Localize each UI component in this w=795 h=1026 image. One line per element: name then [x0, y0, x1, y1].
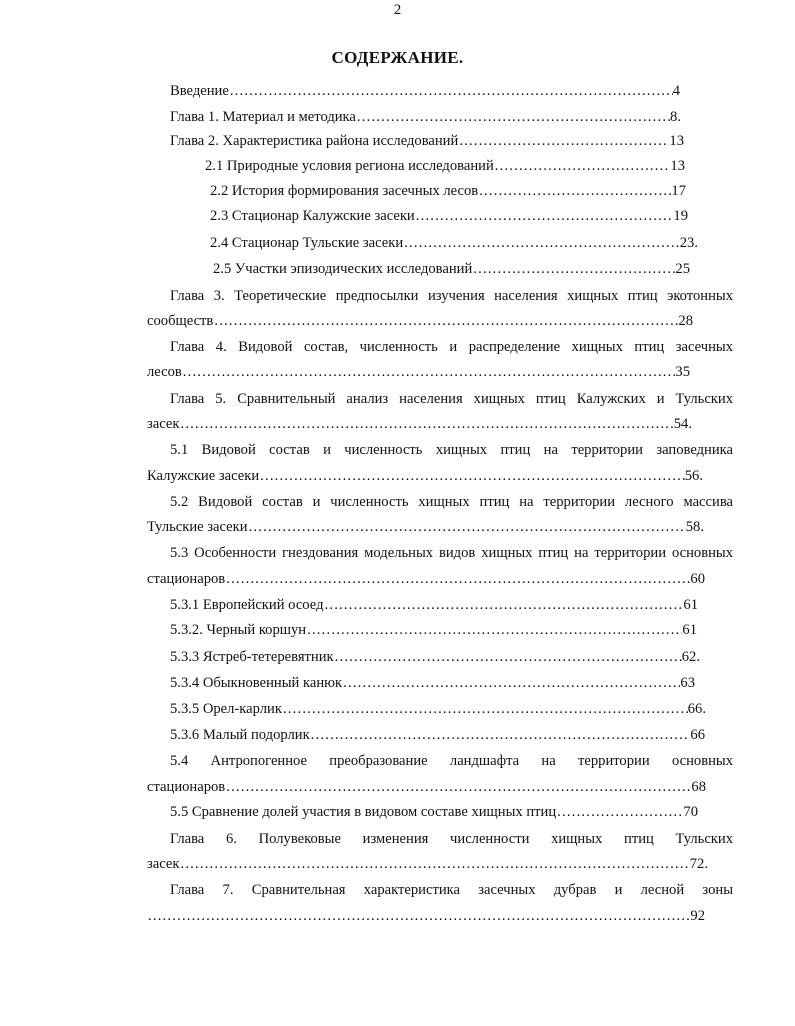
- toc-entry-continuation: [147, 569, 705, 589]
- toc-entry-title-cont: Тульские засеки: [147, 519, 248, 535]
- toc-entry: [170, 131, 684, 151]
- toc-entry-title: Глава 1. Материал и методика: [170, 109, 356, 125]
- toc-entry: [170, 595, 698, 615]
- toc-entry-continuation: [147, 854, 708, 874]
- toc-entry-continuation: [147, 777, 706, 797]
- dot-leader: [229, 81, 673, 101]
- toc-entry-title: 5.3.1 Европейский осоед: [170, 597, 324, 613]
- toc-entry-title-cont: засек: [147, 856, 180, 872]
- toc-entry-title: 5.3.6 Малый подорлик: [170, 727, 310, 743]
- dot-leader: [494, 156, 671, 176]
- dot-leader: [213, 311, 678, 331]
- dot-leader: [356, 107, 670, 127]
- toc-entry: [170, 492, 733, 512]
- toc-entry-title: 5.3 Особенности гнездования модельных видов хищных птиц на территории основных: [170, 545, 733, 561]
- toc-entry-continuation: [147, 517, 704, 537]
- toc-entry-page: 62.: [681, 649, 700, 665]
- toc-entry: [210, 233, 698, 253]
- toc-entry-continuation: [147, 906, 705, 926]
- dot-leader: [310, 725, 691, 745]
- toc-entry-title: Глава 4. Видовой состав, численность и распределение хищных птиц засечных: [170, 339, 733, 355]
- dot-leader: [179, 854, 689, 874]
- toc-entry: [170, 647, 700, 667]
- toc-entry-continuation: [147, 311, 693, 331]
- toc-entry-page: 23.: [679, 235, 698, 251]
- toc-entry-title: 5.5 Сравнение долей участия в видовом составе хищных птиц: [170, 804, 557, 820]
- toc-entry-title: 5.1 Видовой состав и численность хищных птиц на территории заповедника: [170, 442, 733, 458]
- toc-entry-title: Глава 2. Характеристика района исследований: [170, 133, 459, 149]
- toc-entry-page: 28: [678, 313, 693, 329]
- dot-leader: [415, 206, 674, 226]
- toc-entry-page: 54.: [673, 416, 692, 432]
- toc-entry-title: 5.3.5 Орел-карлик: [170, 701, 282, 717]
- toc-entry-title: Глава 3. Теоретические предпосылки изучения населения хищных птиц экотонных: [170, 288, 733, 304]
- toc-entry-continuation: [147, 466, 703, 486]
- page-title: СОДЕРЖАНИЕ.: [331, 48, 464, 67]
- toc-entry-page: 13: [669, 133, 684, 149]
- dot-leader: [182, 362, 676, 382]
- toc-entry: [170, 620, 697, 640]
- toc-entry-title: 2.1 Природные условия региона исследований: [205, 158, 494, 174]
- toc-entry: [170, 880, 733, 900]
- toc-entry-title: 2.5 Участки эпизодических исследований: [213, 261, 473, 277]
- toc-entry-page: 4: [672, 83, 680, 99]
- toc-entry: [210, 181, 686, 201]
- toc-entry-page: 61: [682, 622, 697, 638]
- toc-entry-title: 2.2 История формирования засечных лесов: [210, 183, 479, 199]
- toc-entry-page: 13: [670, 158, 685, 174]
- toc-entry-title: 2.3 Стационар Калужские засеки: [210, 208, 415, 224]
- toc-entry-title: 5.3.2. Черный коршун: [170, 622, 307, 638]
- toc-entry: [170, 81, 680, 101]
- toc-entry-page: 25: [675, 261, 690, 277]
- toc-entry: [170, 389, 733, 409]
- toc-entry-page: 35: [675, 364, 690, 380]
- toc-entry-page: 60: [690, 571, 705, 587]
- dot-leader: [334, 647, 682, 667]
- toc-entry-title: Глава 7. Сравнительная характеристика засечных дубрав и лесной зоны: [170, 882, 733, 898]
- toc-entry-page: 66: [690, 727, 705, 743]
- toc-entry-page: 68: [691, 779, 706, 795]
- dot-leader: [259, 466, 685, 486]
- page-number: 2: [393, 2, 402, 18]
- toc-entry-title-cont: Калужские засеки: [147, 468, 260, 484]
- toc-entry-title-cont: стационаров: [147, 571, 226, 587]
- toc-entry-page: 72.: [689, 856, 708, 872]
- toc-entry-page: 92: [690, 908, 705, 924]
- toc-entry: [170, 543, 733, 563]
- toc-entry-title: 5.3.4 Обыкновенный канюк: [170, 675, 343, 691]
- dot-leader: [306, 620, 682, 640]
- toc-entry: [170, 725, 705, 745]
- toc-entry-page: 56.: [684, 468, 703, 484]
- dot-leader: [478, 181, 671, 201]
- toc-entry: [170, 440, 733, 460]
- dot-leader: [225, 569, 690, 589]
- toc-entry-page: 58.: [685, 519, 704, 535]
- toc-entry-title: Глава 6. Полувековые изменения численности хищных птиц Тульских: [170, 831, 733, 847]
- toc-entry-page: 66.: [687, 701, 706, 717]
- dot-leader: [282, 699, 688, 719]
- toc-entry-title: 5.4 Антропогенное преобразование ландшафта на территории основных: [170, 753, 733, 769]
- toc-entry-title: Введение: [170, 83, 229, 99]
- dot-leader: [225, 777, 691, 797]
- toc-entry-page: 8.: [670, 109, 681, 125]
- toc-entry: [210, 206, 688, 226]
- dot-leader: [556, 802, 683, 822]
- dot-leader: [147, 906, 690, 926]
- toc-entry: [170, 337, 733, 357]
- toc-entry: [170, 673, 695, 693]
- toc-entry-page: 19: [673, 208, 688, 224]
- toc-entry-page: 63: [680, 675, 695, 691]
- dot-leader: [248, 517, 686, 537]
- toc-entry: [170, 751, 733, 771]
- toc-entry-page: 70: [683, 804, 698, 820]
- toc-entry-title: Глава 5. Сравнительный анализ населения хищных птиц Калужских и Тульских: [170, 391, 733, 407]
- toc-entry: [170, 699, 706, 719]
- dot-leader: [403, 233, 680, 253]
- dot-leader: [179, 414, 673, 434]
- dot-leader: [458, 131, 669, 151]
- toc-entry: [205, 156, 685, 176]
- toc-entry: [213, 259, 690, 279]
- toc-entry-page: 17: [671, 183, 686, 199]
- toc-entry-title: 2.4 Стационар Тульские засеки: [210, 235, 404, 251]
- toc-entry: [170, 829, 733, 849]
- toc-entry-title: 5.3.3 Ястреб-тетеревятник: [170, 649, 334, 665]
- toc-entry: [170, 802, 698, 822]
- toc-entry-title-cont: засек: [147, 416, 180, 432]
- toc-entry: [170, 107, 681, 127]
- toc-entry-continuation: [147, 362, 690, 382]
- toc-entry-title: 5.2 Видовой состав и численность хищных птиц на территории лесного массива: [170, 494, 733, 510]
- toc-entry-title-cont: сообществ: [147, 313, 214, 329]
- toc-entry-page: 61: [683, 597, 698, 613]
- dot-leader: [472, 259, 675, 279]
- dot-leader: [342, 673, 680, 693]
- toc-entry: [170, 286, 733, 306]
- toc-entry-continuation: [147, 414, 692, 434]
- toc-entry-title-cont: стационаров: [147, 779, 226, 795]
- toc-entry-title-cont: лесов: [147, 364, 182, 380]
- dot-leader: [324, 595, 684, 615]
